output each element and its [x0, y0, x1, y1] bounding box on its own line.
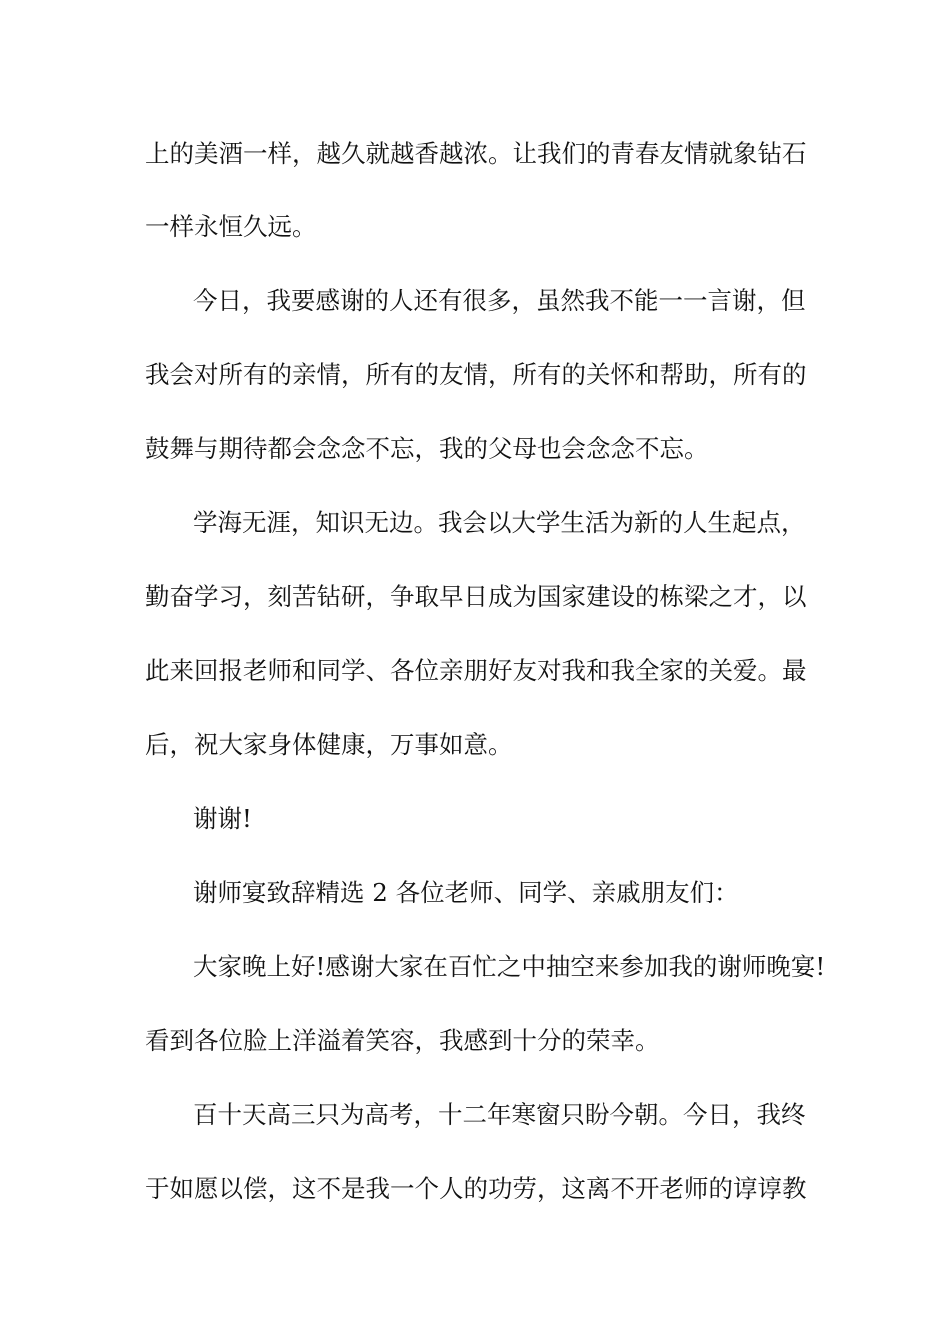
text-line: 一样永恒久远。	[145, 212, 317, 241]
text-line: 鼓舞与期待都会念念不忘，我的父母也会念念不忘。	[145, 434, 709, 463]
paragraph-start-line: 学海无涯，知识无边。我会以大学生活为新的人生起点，	[193, 508, 806, 537]
text-line: 我会对所有的亲情，所有的友情，所有的关怀和帮助，所有的	[145, 360, 807, 389]
paragraph-start-line: 大家晚上好!感谢大家在百忙之中抽空来参加我的谢师晚宴!	[193, 952, 826, 981]
paragraph-start-line: 谢谢!	[193, 804, 252, 833]
text-line: 后，祝大家身体健康，万事如意。	[145, 730, 513, 759]
text-line: 看到各位脸上洋溢着笑容，我感到十分的荣幸。	[145, 1026, 660, 1055]
section-heading-line: 谢师宴致辞精选 2 各位老师、同学、亲戚朋友们：	[193, 878, 739, 907]
text-line: 此来回报老师和同学、各位亲朋好友对我和我全家的关爱。最	[145, 656, 807, 685]
paragraph-start-line: 百十天高三只为高考，十二年寒窗只盼今朝。今日，我终	[193, 1100, 806, 1129]
text-line: 上的美酒一样，越久就越香越浓。让我们的青春友情就象钻石	[145, 139, 807, 168]
text-line: 勤奋学习，刻苦钻研，争取早日成为国家建设的栋梁之才，以	[145, 582, 807, 611]
paragraph-start-line: 今日，我要感谢的人还有很多，虽然我不能一一言谢，但	[193, 286, 806, 315]
text-line: 于如愿以偿，这不是我一个人的功劳，这离不开老师的谆谆教	[145, 1174, 807, 1203]
